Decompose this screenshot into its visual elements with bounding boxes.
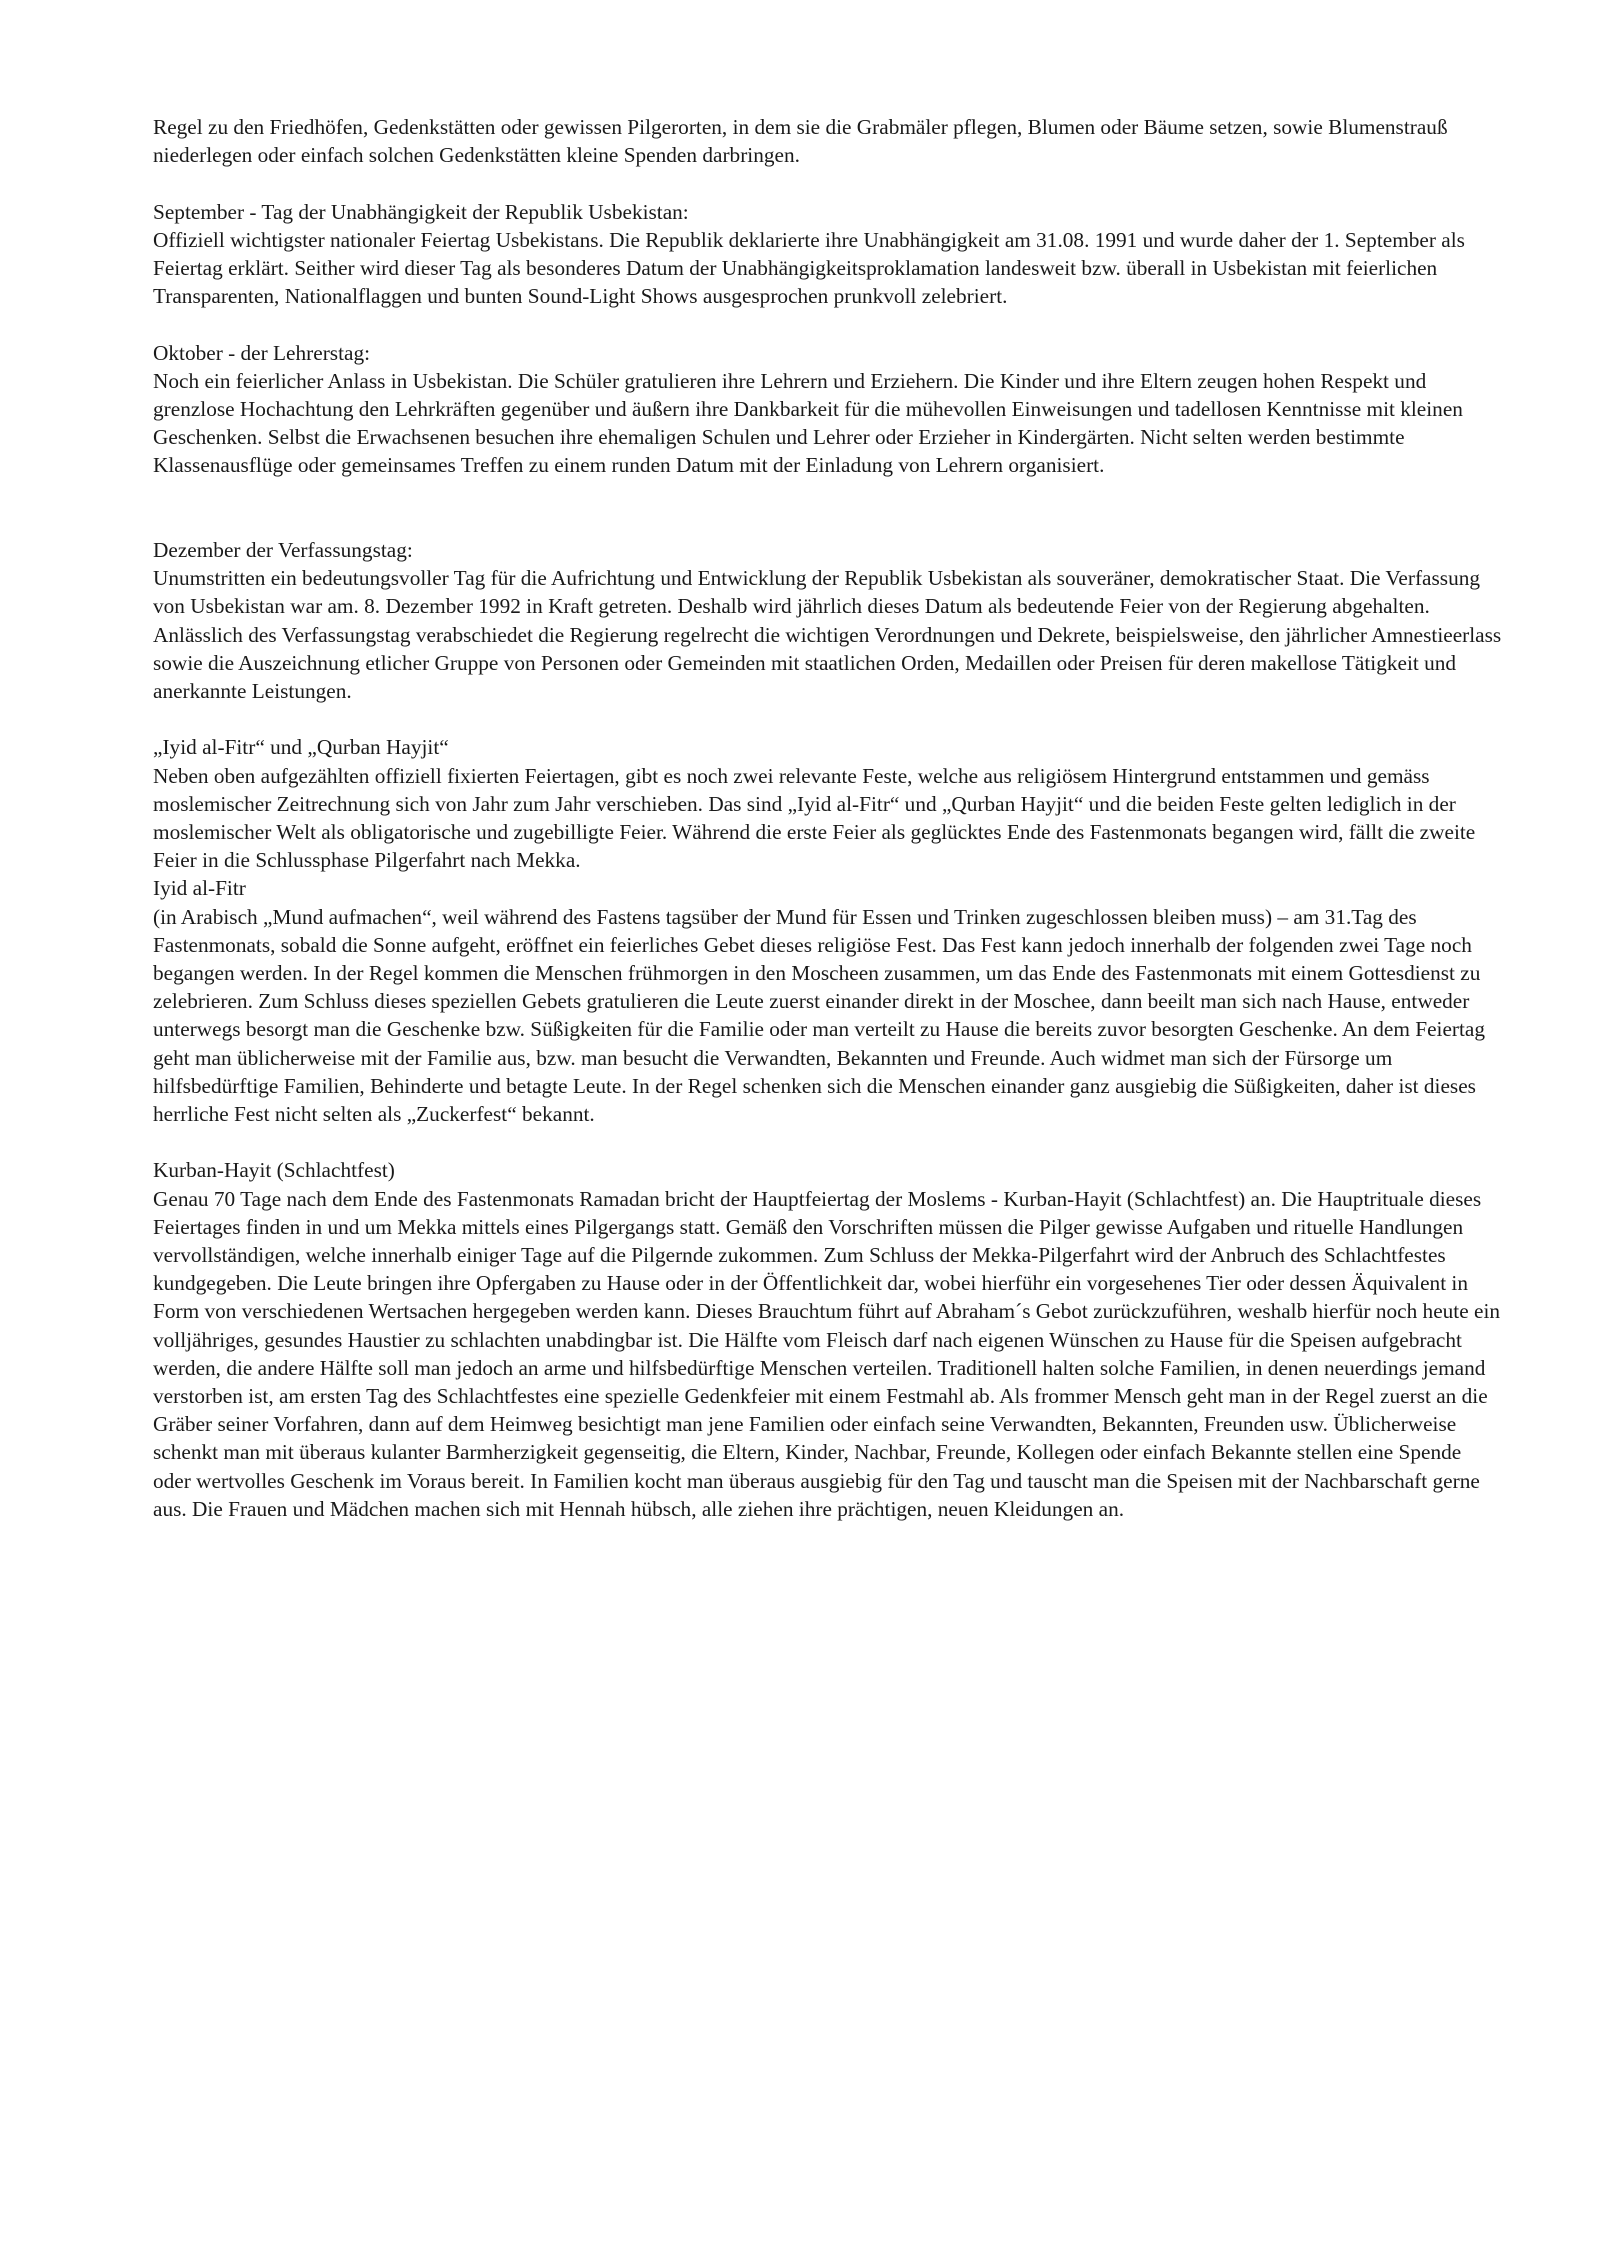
oktober-paragraph: Noch ein feierlicher Anlass in Usbekistan. Die Schüler gratulieren ihre Lehrern und Erziehern. Die Kinder und ihre Eltern zeugen hohen Respekt und grenzlose Hochachtung den Lehrkräften gegenüber und äußern ihre Dankbarkeit für die mühevollen Einweisungen und tadellosen Kenntnisse mit kleinen Geschenken. Selbst die Erwachsenen besuchen ihre ehemaligen Schulen und Lehrer oder Erzieher in Kindergärten. Nicht selten werden bestimmte Klassenausflüge oder gemeinsames Treffen zu einem runden Datum mit der Einladung von Lehrern organisiert. bbox=[153, 368, 1463, 478]
september-heading: September - Tag der Unabhängigkeit der Republik Usbekistan: bbox=[153, 199, 689, 224]
kurban-heading: Kurban-Hayit (Schlachtfest) bbox=[153, 1158, 395, 1183]
spacer bbox=[153, 1128, 1503, 1156]
september-paragraph: Offiziell wichtigster nationaler Feiertag Usbekistans. Die Republik deklarierte ihre Unabhängigkeit am 31.08. 1991 und wurde daher der 1. September als Feiertag erklärt. Seither wird dieser Tag als besonderes Datum der Unabhängigkeitsproklamation landesweit bzw. überall in Usbekistan mit feierlichen Transparenten, Nationalflaggen und bunten Sound-Light Shows ausgesprochen prunkvoll zelebriert. bbox=[153, 227, 1465, 309]
spacer bbox=[153, 705, 1503, 733]
spacer bbox=[153, 169, 1503, 197]
spacer bbox=[153, 480, 1503, 536]
oktober-heading: Oktober - der Lehrerstag: bbox=[153, 340, 371, 365]
dezember-heading: Dezember der Verfassungstag: bbox=[153, 538, 413, 562]
intro-paragraph: Regel zu den Friedhöfen, Gedenkstätten oder gewissen Pilgerorten, in dem sie die Grabmäler pflegen, Blumen oder Bäume setzen, sowie Blumenstrauß niederlegen oder einfach solchen Gedenkstätten kleine Spenden darbringen. bbox=[153, 115, 1448, 168]
feste-heading: „Iyid al-Fitr“ und „Qurban Hayjit“ bbox=[153, 735, 449, 760]
fitr-paragraph: (in Arabisch „Mund aufmachen“, weil während des Fastens tagsüber der Mund für Essen und Trinken zugeschlossen bleiben muss) – am 31.Tag des Fastenmonats, sobald die Sonne aufgeht, eröffnet ein feierliches Gebet dieses religiöse Fest. Das Fest kann jedoch innerhalb der folgenden zwei Tage noch begangen werden. In der Regel kommen die Menschen frühmorgen in den Moscheen zusammen, um das Ende des Fastenmonats mit einem Gottesdienst zu zelebrieren. Zum Schluss dieses speziellen Gebets gratulieren die Leute zuerst einander direkt in der Moschee, dann beeilt man sich nach Hause, entweder unterwegs besorgt man die Geschenke bzw. Süßigkeiten für die Familie oder man verteilt zu Hause die bereits zuvor besorgten Geschenke. An dem Feiertag geht man üblicherweise mit der Familie aus, bzw. man besucht die Verwandten, Bekannten und Freunde. Auch widmet man sich der Fürsorge um hilfsbedürftige Familien, Behinderte und betagte Leute. In der Regel schenken sich die Menschen einander ganz ausgiebig die Süßigkeiten, daher ist dieses herrliche Fest nicht selten als „Zuckerfest“ bekannt. bbox=[153, 904, 1486, 1127]
kurban-paragraph: Genau 70 Tage nach dem Ende des Fastenmonats Ramadan bricht der Hauptfeiertag der Moslems - Kurban-Hayit (Schlachtfest) an. Die Hauptrituale dieses Feiertages finden in und um Mekka mittels eines Pilgergangs statt. Gemäß den Vorschriften müssen die Pilger gewisse Aufgaben und rituelle Handlungen vervollständigen, welche innerhalb einiger Tage auf die Pilgernde zukommen. Zum Schluss der Mekka-Pilgerfahrt wird der Anbruch des Schlachtfestes kundgegeben. Die Leute bringen ihre Opfergaben zu Hause oder in der Öffentlichkeit dar, wobei hierführ ein vorgesehenes Tier oder dessen Äquivalent in Form von verschiedenen Wertsachen hergegeben werden kann. Dieses Brauchtum führt auf Abraham´s Gebot zurückzuführen, weshalb hierfür noch heute ein volljähriges, gesundes Haustier zu schlachten unabdingbar ist. Die Hälfte vom Fleisch darf nach eigenen Wünschen zu Hause für die Speisen aufgebracht werden, die andere Hälfte soll man jedoch an arme und hilfsbedürftige Menschen verteilen. Traditionell halten solche Familien, in denen neuerdings jemand verstorben ist, am ersten Tag des Schlachtfestes eine spezielle Gedenkfeier mit einem Festmahl ab. Als frommer Mensch geht man in der Regel zuerst an die Gräber seiner Vorfahren, dann auf dem Heimweg besichtigt man jene Familien oder einfach seine Verwandten, Bekannten, Freunden usw. Üblicherweise schenkt man mit überaus kulanter Barmherzigkeit gegenseitig, die Eltern, Kinder, Nachbar, Freunde, Kollegen oder einfach Bekannte stellen eine Spende oder wertvolles Geschenk im Voraus bereit. In Familien kocht man überaus ausgiebig für den Tag und tauscht man die Speisen mit der Nachbarschaft gerne aus. Die Frauen und Mädchen machen sich mit Hennah hübsch, alle ziehen ihre prächtigen, neuen Kleidungen an. bbox=[153, 1186, 1501, 1521]
spacer bbox=[153, 310, 1503, 338]
fitr-heading: Iyid al-Fitr bbox=[153, 876, 246, 901]
feste-paragraph: Neben oben aufgezählten offiziell fixierten Feiertagen, gibt es noch zwei relevante Feste, welche aus religiösem Hintergrund entstammen und gemäss moslemischer Zeitrechnung sich von Jahr zum Jahr verschieben. Das sind „Iyid al-Fitr“ und „Qurban Hayjit“ und die beiden Feste gelten lediglich in der moslemischer Welt als obligatorische und zugebilligte Feier. Während die erste Feier als geglücktes Ende des Fastenmonats begangen wird, fällt die zweite Feier in die Schlussphase Pilgerfahrt nach Mekka. bbox=[153, 763, 1476, 873]
dezember-paragraph: Unumstritten ein bedeutungsvoller Tag für die Aufrichtung und Entwicklung der Republik Usbekistan als souveräner, demokratischer Staat. Die Verfassung von Usbekistan war am. 8. Dezember 1992 in Kraft getreten. Deshalb wird jährlich dieses Datum als bedeutende Feier von der Regierung abgehalten. Anlässlich des Verfassungstag verabschiedet die Regierung regelrecht die wichtigen Verordnungen und Dekrete, beispielsweise, den jährlicher Amnestieerlass sowie die Auszeichnung etlicher Gruppe von Personen oder Gemeinden mit staatlichen Orden, Medaillen oder Preisen für deren makellose Tätigkeit und anerkannte Leistungen. bbox=[153, 566, 1502, 704]
document-page bbox=[153, 113, 1503, 1523]
